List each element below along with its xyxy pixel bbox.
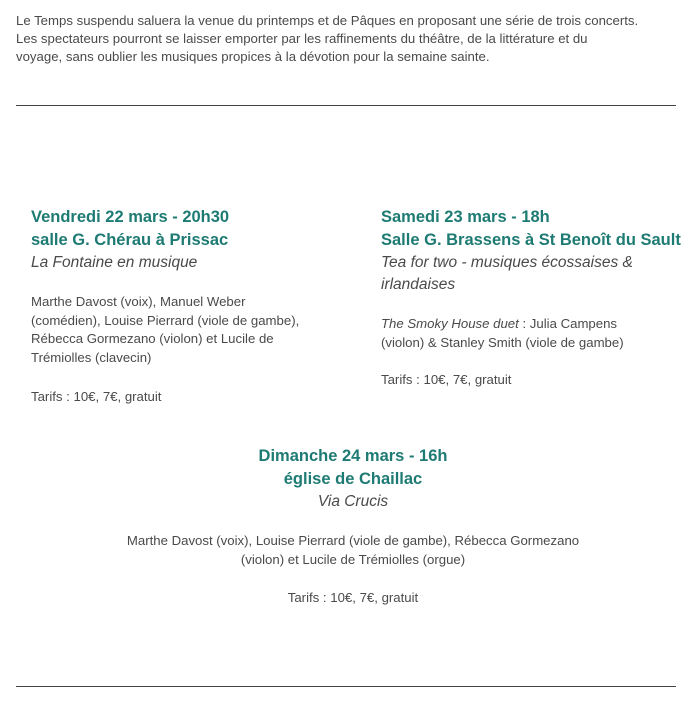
- intro-paragraph: [16, 12, 666, 66]
- concert-tarifs: Tarifs : 10€, 7€, gratuit: [31, 389, 162, 404]
- concert-date: Dimanche 24 mars - 16h: [258, 447, 448, 465]
- intro-line: Le Temps suspendu saluera la venue du printemps et de Pâques en proposant une série de trois concerts.: [16, 13, 639, 28]
- concert-title: La Fontaine en musique: [31, 254, 198, 271]
- concert-venue: salle G. Chérau à Prissac: [31, 231, 229, 249]
- concert-performers: [31, 293, 351, 367]
- performers-line: Rébecca Gormezano (violon) et Lucile de: [31, 331, 274, 346]
- intro-line: Les spectateurs pourront se laisser emporter par les raffinements du théâtre, de la littérature et du: [16, 31, 588, 46]
- concert-performers: [381, 315, 681, 352]
- concert-samedi: [381, 206, 681, 389]
- concert-dimanche: [90, 445, 616, 607]
- title-line: Tea for two - musiques écossaises &: [381, 254, 633, 271]
- performers-line: (violon) & Stanley Smith (viole de gambe): [381, 334, 624, 350]
- concert-performers: [90, 532, 616, 569]
- concert-venue: Salle G. Brassens à St Benoît du Sault: [381, 231, 681, 249]
- concert-title: [381, 252, 681, 296]
- performers-line: Trémiolles (clavecin): [31, 349, 152, 365]
- concert-date: Samedi 23 mars - 18h: [381, 208, 550, 226]
- concert-tarifs: Tarifs : 10€, 7€, gratuit: [381, 372, 512, 387]
- performers-line: : Julia Campens: [518, 316, 618, 331]
- concert-vendredi: [31, 206, 351, 406]
- concert-tarifs: Tarifs : 10€, 7€, gratuit: [287, 590, 419, 605]
- performers-line: (comédien), Louise Pierrard (viole de gambe),: [31, 312, 300, 328]
- bottom-divider: [16, 686, 676, 687]
- performers-line: Marthe Davost (voix), Manuel Weber: [31, 294, 246, 309]
- top-divider: [16, 105, 676, 106]
- concert-venue: église de Chaillac: [283, 470, 423, 488]
- performers-line: Marthe Davost (voix), Louise Pierrard (viole de gambe), Rébecca Gormezano: [126, 533, 580, 548]
- performers-line: (violon) et Lucile de Trémiolles (orgue): [240, 551, 466, 567]
- title-line: irlandaises: [381, 276, 456, 293]
- concert-date: Vendredi 22 mars - 20h30: [31, 208, 230, 226]
- ensemble-name: The Smoky House duet: [381, 316, 519, 331]
- intro-line: voyage, sans oublier les musiques propices à la dévotion pour la semaine sainte.: [16, 49, 490, 64]
- concert-title: Via Crucis: [317, 493, 389, 510]
